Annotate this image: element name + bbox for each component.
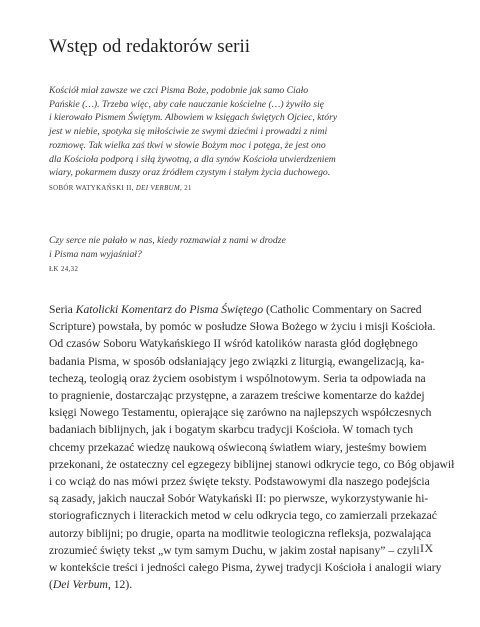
body-line: autorzy biblijni; po drugie, oparta na modlitwie teologiczna refleksja, pozwalająca (49, 526, 432, 540)
body-line: storiograficznych i literackich metod w celu odkrycia tego, co zamierzali przekazać (49, 509, 437, 523)
page-heading: Wstęp od redaktorów serii (49, 36, 251, 57)
epigraph-line: i Pisma nam wyjaśniał? (49, 248, 142, 260)
source-prefix: SOBÓR WATYKAŃSKI II, (49, 184, 136, 192)
body-line: i co wciąż do nas mówi przez święte teksty. Podstawowymi dla naszego podejścia (49, 475, 430, 489)
body-line: to pragnienie, dostarczając przystępne, a zarazem treściwe komentarze do każdej (49, 389, 425, 403)
body-line: w kontekście treści i jedności całego Pisma, żywej tradycji Kościoła i analogii wiary (49, 561, 442, 575)
epigraph-line: Pańskie (…). Trzeba więc, aby całe nauczanie kościelne (…) żywiło się (49, 98, 324, 110)
body-text: , 12). (107, 578, 133, 592)
epigraph-line: jest w niebie, spotyka się miłościwie ze swymi dziećmi i prowadzi z nimi (49, 126, 328, 138)
body-paragraph (49, 301, 455, 593)
epigraph-luke (49, 234, 349, 277)
epigraph-line: rozmowę. Tak wielka zaś tkwi w słowie Bożym moc i potęga, że jest ono (49, 139, 326, 151)
epigraph-line: wiary, pokarmem duszy oraz źródłem czystym i stałym życia duchowego. (49, 167, 331, 179)
body-line: księgi Nowego Testamentu, opierające się zarówno na najlepszych współczesnych (49, 406, 432, 420)
source-title: DEI VERBUM (135, 184, 181, 192)
source-suffix: , 21 (180, 184, 192, 192)
body-line: zrozumieć święty tekst „w tym samym Duchu, w jakim został napisany” – czyli (49, 543, 420, 557)
body-line: badaniach biblijnych, jak i bogatym skarbcu tradycji Kościoła. W tomach tych (49, 423, 414, 437)
body-line: chcemy przekazać wiedzę naukową oświeconą światłem wiary, jesteśmy bowiem (49, 440, 427, 454)
epigraph-dei-verbum (49, 84, 349, 196)
body-line: techezą, teologią oraz życiem osobistym i wspólnotowym. Seria ta odpowiada na (49, 371, 426, 385)
body-line (49, 301, 439, 318)
body-line: przekonani, że ostateczny cel egzegezy biblijnej stanowi odkrycie tego, co Bóg objawił (49, 457, 455, 471)
body-line: Scripture) powstała, by pomóc w posłudze Słowa Bożego w życiu i misji Kościoła. (49, 320, 436, 334)
epigraph-source (49, 182, 349, 196)
body-text: ( (49, 578, 53, 592)
document-title: Dei Verbum (52, 578, 108, 592)
body-line: Od czasów Soboru Watykańskiego II wśród katolików narasta głód dogłębnego (49, 337, 418, 351)
body-text: (Catholic Commentary on Sacred (263, 303, 422, 316)
epigraph-line: dla Kościoła podporą i siłą żywotną, a dla synów Kościoła utwierdzeniem (49, 153, 336, 165)
epigraph-line: Czy serce nie pałało w nas, kiedy rozmawiał z nami w drodze (49, 235, 286, 246)
epigraph-source: ŁK 24,32 (49, 266, 79, 274)
body-line (49, 576, 439, 593)
epigraph-line: Kościół miał zawsze we czci Pisma Boże, podobnie jak samo Ciało (49, 85, 309, 96)
epigraph-line: i kierowało Pismem Świętym. Albowiem w księgach świętych Ojciec, który (49, 112, 338, 124)
body-line: badania Pisma, w sposób odsłaniający jego związki z liturgią, ewangelizacją, ka- (49, 354, 425, 368)
series-title: Katolicki Komentarz do Pisma Świętego (75, 303, 264, 316)
body-text: Seria (49, 303, 76, 316)
page-number: IX (420, 541, 434, 555)
body-line: są zasady, jakich nauczał Sobór Watykański II: po pierwsze, wykorzystywanie hi- (49, 492, 429, 506)
